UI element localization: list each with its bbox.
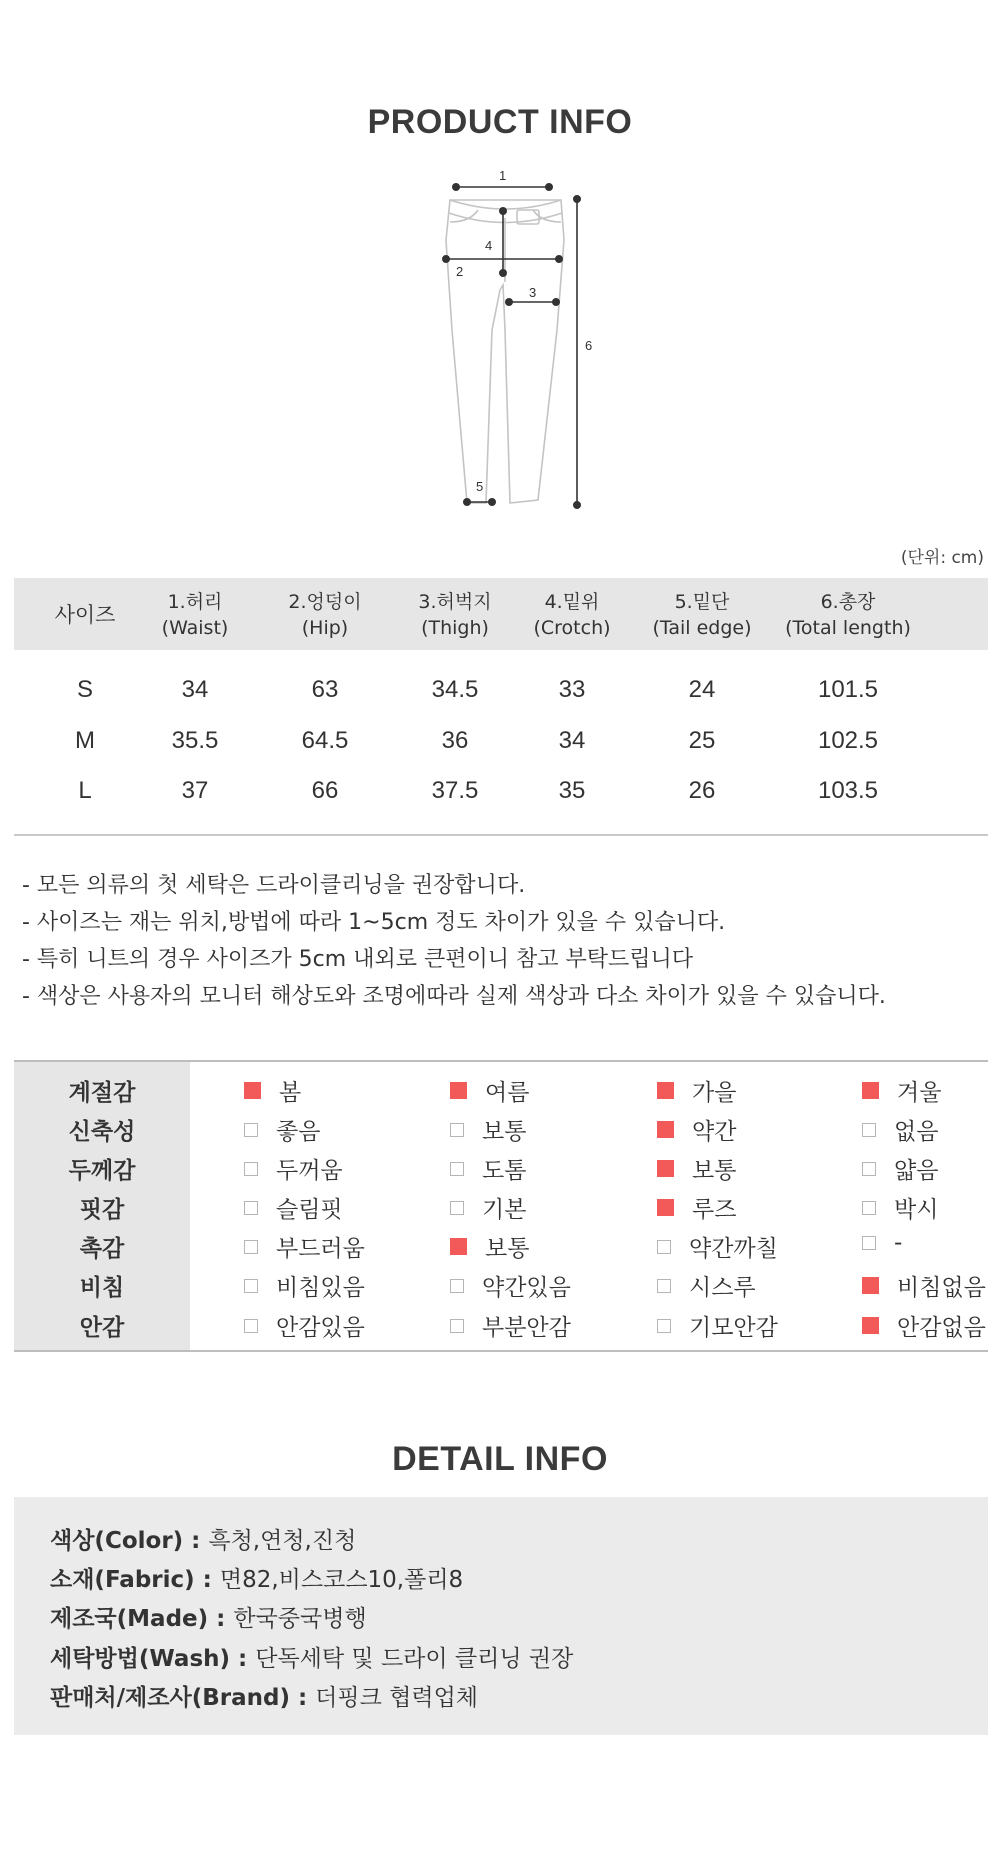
feature-option-label: 도톰 (482, 1158, 527, 1184)
feature-option (450, 1074, 529, 1107)
feature-option-label: 얇음 (894, 1158, 939, 1184)
unchecked-box-icon (450, 1201, 464, 1215)
care-note: - 모든 의류의 첫 세탁은 드라이클리닝을 권장합니다. (22, 873, 526, 898)
feature-option (657, 1113, 736, 1146)
detail-info-title: DETAIL INFO (392, 1440, 608, 1478)
feature-option-label: 봄 (279, 1080, 302, 1106)
unchecked-box-icon (244, 1162, 258, 1176)
size-cell-r0-c5: 24 (688, 676, 716, 703)
size-header-3-line1: 3.허벅지 (418, 591, 492, 613)
care-note: - 특히 니트의 경우 사이즈가 5cm 내외로 큰편이니 참고 부탁드립니다 (22, 947, 693, 972)
feature-option-label: - (894, 1230, 903, 1256)
feature-label: 촉감 (79, 1236, 125, 1262)
feature-option-label: 박시 (894, 1197, 939, 1223)
feature-option (450, 1191, 526, 1224)
feature-option-label: 없음 (894, 1119, 939, 1145)
feature-option (244, 1269, 365, 1302)
feature-label: 계절감 (68, 1080, 136, 1106)
detail-row-value: 더핑크 협력업체 (315, 1685, 479, 1711)
unchecked-box-icon (657, 1279, 671, 1293)
features-bottom-rule (14, 1350, 988, 1352)
size-cell-r1-c0: M (75, 727, 95, 754)
care-note: - 색상은 사용자의 모니터 해상도와 조명에따라 실제 색상과 다소 차이가 있을 수 있습니다. (22, 984, 886, 1009)
size-header-5-line2: (Tail edge) (652, 617, 752, 639)
size-header-2-line2: (Hip) (301, 617, 349, 639)
feature-option-label: 약간까칠 (689, 1236, 778, 1262)
checked-box-icon (657, 1199, 674, 1216)
feature-option-label: 보통 (692, 1158, 737, 1184)
diagram-label-3: 3 (529, 285, 537, 300)
unchecked-box-icon (657, 1240, 671, 1254)
size-header-4-line1: 4.밑위 (544, 591, 600, 613)
diagram-label-4: 4 (485, 238, 493, 253)
feature-option (657, 1269, 756, 1302)
feature-option (450, 1309, 571, 1342)
detail-row-label: 색상(Color) : (50, 1528, 201, 1554)
feature-option (450, 1269, 571, 1302)
feature-option (657, 1309, 778, 1342)
checked-box-icon (862, 1082, 879, 1099)
unchecked-box-icon (450, 1123, 464, 1137)
feature-option (450, 1113, 526, 1146)
feature-option-label: 겨울 (897, 1080, 942, 1106)
feature-option-label: 부드러움 (276, 1236, 365, 1262)
size-cell-r1-c6: 102.5 (817, 727, 879, 754)
feature-option (657, 1191, 736, 1224)
checked-box-icon (450, 1082, 467, 1099)
feature-option (862, 1113, 938, 1146)
checked-box-icon (657, 1160, 674, 1177)
size-cell-r1-c3: 36 (441, 727, 469, 754)
unchecked-box-icon (862, 1201, 876, 1215)
feature-label: 핏감 (79, 1197, 125, 1223)
feature-option (862, 1269, 986, 1302)
feature-option (862, 1152, 938, 1185)
unchecked-box-icon (244, 1279, 258, 1293)
detail-row-label: 판매처/제조사(Brand) : (50, 1685, 308, 1711)
size-cell-r2-c3: 37.5 (431, 777, 479, 804)
size-cell-r0-c6: 101.5 (817, 676, 879, 703)
checked-box-icon (244, 1082, 261, 1099)
feature-option (244, 1191, 343, 1224)
detail-row (50, 1522, 356, 1555)
size-table-divider (14, 834, 988, 836)
feature-option-label: 가을 (692, 1080, 737, 1106)
diagram-label-2: 2 (456, 264, 464, 279)
size-header-3-line2: (Thigh) (421, 617, 489, 639)
feature-option-label: 안감없음 (897, 1315, 986, 1341)
feature-option-label: 약간 (692, 1119, 737, 1145)
feature-option-label: 비침없음 (897, 1275, 986, 1301)
size-cell-r0-c4: 33 (558, 676, 586, 703)
detail-row (50, 1600, 367, 1633)
detail-row-label: 세탁방법(Wash) : (50, 1646, 248, 1672)
feature-option-label: 기모안감 (689, 1315, 778, 1341)
feature-option (244, 1309, 365, 1342)
detail-row (50, 1640, 573, 1673)
unchecked-box-icon (862, 1162, 876, 1176)
detail-row-label: 제조국(Made) : (50, 1606, 226, 1632)
size-header-1-line2: (Waist) (161, 617, 229, 639)
checked-box-icon (657, 1121, 674, 1138)
unit-note: (단위: cm) (900, 548, 984, 568)
size-cell-r1-c1: 35.5 (171, 727, 219, 754)
feature-option-label: 여름 (485, 1080, 530, 1106)
feature-option (244, 1113, 320, 1146)
feature-option (862, 1230, 902, 1256)
feature-option-label: 좋음 (276, 1119, 321, 1145)
size-cell-r2-c1: 37 (181, 777, 209, 804)
diagram-label-5: 5 (476, 479, 484, 494)
detail-row-value: 한국중국병행 (233, 1606, 367, 1632)
size-header-6-line2: (Total length) (785, 617, 911, 639)
size-header-5-line1: 5.밑단 (674, 591, 730, 613)
detail-row-value: 단독세탁 및 드라이 클리닝 권장 (255, 1646, 574, 1672)
checked-box-icon (450, 1238, 467, 1255)
detail-row-label: 소재(Fabric) : (50, 1567, 212, 1593)
feature-option-label: 두꺼움 (276, 1158, 343, 1184)
unchecked-box-icon (244, 1240, 258, 1254)
feature-option (450, 1152, 526, 1185)
feature-option (244, 1230, 365, 1263)
unchecked-box-icon (450, 1279, 464, 1293)
feature-option (657, 1152, 736, 1185)
size-cell-r0-c1: 34 (181, 676, 209, 703)
size-header-0: 사이즈 (54, 603, 116, 627)
feature-option-label: 슬림핏 (276, 1197, 343, 1223)
unchecked-box-icon (862, 1123, 876, 1137)
feature-label: 안감 (79, 1315, 125, 1341)
unchecked-box-icon (450, 1319, 464, 1333)
size-cell-r1-c4: 34 (558, 727, 586, 754)
feature-option (862, 1191, 938, 1224)
care-note: - 사이즈는 재는 위치,방법에 따라 1~5cm 정도 차이가 있을 수 있습니다. (22, 910, 726, 935)
feature-option (657, 1230, 778, 1263)
unchecked-box-icon (657, 1319, 671, 1333)
detail-row-value: 면82,비스코스10,폴리8 (219, 1567, 464, 1593)
feature-option-label: 부분안감 (482, 1315, 571, 1341)
feature-option (450, 1230, 529, 1263)
feature-option-label: 보통 (485, 1236, 530, 1262)
checked-box-icon (657, 1082, 674, 1099)
unchecked-box-icon (450, 1162, 464, 1176)
size-cell-r2-c4: 35 (558, 777, 586, 804)
feature-option (862, 1309, 986, 1342)
size-cell-r2-c6: 103.5 (817, 777, 879, 804)
feature-option (244, 1152, 343, 1185)
feature-option-label: 안감있음 (276, 1315, 365, 1341)
size-header-1-line1: 1.허리 (167, 591, 223, 613)
product-info-title: PRODUCT INFO (367, 103, 633, 141)
detail-row-value: 흑청,연청,진청 (208, 1528, 357, 1554)
size-cell-r0-c0: S (76, 676, 93, 703)
feature-label: 신축성 (68, 1119, 136, 1145)
unchecked-box-icon (862, 1236, 876, 1250)
feature-option (862, 1074, 941, 1107)
feature-option (244, 1074, 301, 1107)
size-cell-r1-c2: 64.5 (301, 727, 349, 754)
checked-box-icon (862, 1317, 879, 1334)
feature-option (657, 1074, 736, 1107)
feature-option-label: 시스루 (689, 1275, 756, 1301)
feature-option-label: 비침있음 (276, 1275, 365, 1301)
diagram-label-1: 1 (499, 168, 507, 183)
feature-option-label: 루즈 (692, 1197, 737, 1223)
detail-row (50, 1561, 463, 1594)
feature-label: 두께감 (68, 1158, 136, 1184)
size-cell-r0-c3: 34.5 (431, 676, 479, 703)
size-cell-r2-c2: 66 (311, 777, 339, 804)
diagram-label-6: 6 (585, 338, 593, 353)
detail-row (50, 1679, 478, 1712)
size-cell-r0-c2: 63 (311, 676, 339, 703)
unchecked-box-icon (244, 1123, 258, 1137)
feature-option-label: 기본 (482, 1197, 527, 1223)
feature-option-label: 보통 (482, 1119, 527, 1145)
size-header-2-line1: 2.엉덩이 (288, 591, 362, 613)
feature-label: 비침 (79, 1275, 125, 1301)
size-cell-r2-c0: L (78, 777, 92, 804)
checked-box-icon (862, 1277, 879, 1294)
feature-option-label: 약간있음 (482, 1275, 571, 1301)
size-cell-r1-c5: 25 (688, 727, 716, 754)
size-cell-r2-c5: 26 (688, 777, 716, 804)
unchecked-box-icon (244, 1201, 258, 1215)
size-header-6-line1: 6.총장 (820, 591, 876, 613)
pants-measurement-diagram (430, 160, 610, 520)
size-header-4-line2: (Crotch) (533, 617, 611, 639)
unchecked-box-icon (244, 1319, 258, 1333)
